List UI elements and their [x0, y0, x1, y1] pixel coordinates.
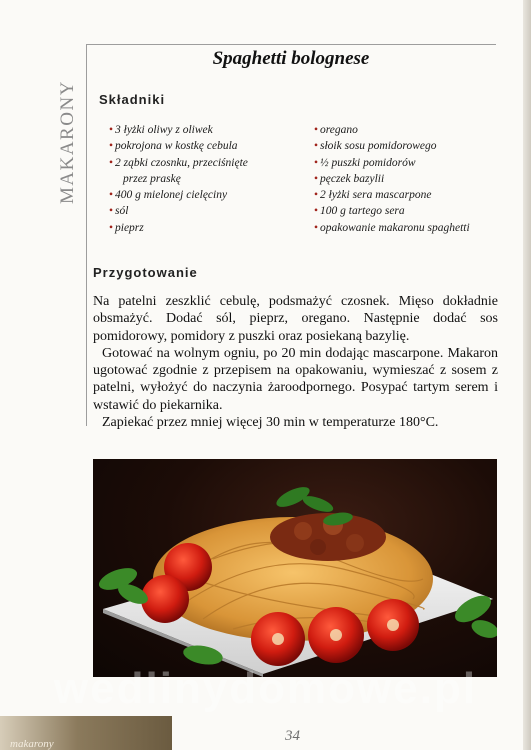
ingredient-text: pieprz [115, 221, 144, 234]
ingredient-item [314, 187, 504, 203]
page-number: 34 [285, 728, 300, 744]
footer-section-label: makarony [10, 738, 54, 750]
ingredient-text: 100 g tartego sera [320, 205, 405, 218]
bullet-icon: • [109, 205, 114, 218]
bullet-icon: • [109, 156, 114, 169]
ingredient-text: oregano [320, 124, 358, 136]
bullet-icon: • [314, 124, 319, 136]
ingredient-text: 2 łyżki sera mascarpone [320, 189, 432, 202]
bullet-icon: • [314, 140, 319, 153]
spaghetti-plate-illustration [93, 459, 497, 677]
ingredient-text-continued: przez praskę [123, 172, 181, 185]
bullet-icon: • [109, 189, 114, 202]
bullet-icon: • [109, 140, 114, 153]
ingredient-item [314, 203, 504, 219]
bullet-icon: • [314, 156, 319, 169]
ingredient-text: 400 g mielonej cielęciny [115, 189, 228, 202]
bullet-icon: • [314, 172, 319, 185]
frame-vertical-rule [86, 44, 87, 426]
ingredient-item [109, 220, 309, 236]
recipe-title: Spaghetti bolognese [212, 48, 370, 69]
ingredient-item [314, 138, 504, 154]
ingredient-item [109, 138, 309, 154]
bullet-icon: • [109, 124, 114, 136]
ingredient-item [314, 155, 504, 171]
frame-top-rule [86, 44, 496, 45]
bullet-icon: • [314, 205, 319, 218]
section-side-label: MAKARONY [57, 80, 78, 204]
bullet-icon: • [314, 189, 319, 202]
bullet-icon: • [109, 221, 114, 234]
ingredient-text: opakowanie makaronu spaghetti [320, 221, 470, 234]
dish-photo [93, 459, 497, 677]
preparation-heading: Przygotowanie [93, 265, 198, 280]
page-edge [523, 0, 531, 750]
preparation-paragraph: Gotować na wolnym ogniu, po 20 min dodając mascarpone. Makaron ugotować zgodnie z przepisem na opakowaniu, wymieszać z sosem z patelni, wyłożyć do naczynia żaroodpornego. Posypać tartym serem i wstawić do piekarnika. [93, 345, 498, 413]
bullet-icon: • [314, 221, 319, 234]
ingredients-heading: Składniki [99, 92, 166, 107]
ingredient-item [109, 155, 309, 188]
ingredient-item [109, 187, 309, 203]
ingredient-text: sól [115, 205, 129, 218]
ingredient-text: 2 ząbki czosnku, przeciśnięte [115, 156, 248, 169]
watermark: wedlinydomowe.pl [53, 664, 478, 713]
ingredients-list-left [109, 122, 309, 236]
ingredient-text: słoik sosu pomidorowego [320, 140, 437, 153]
preparation-paragraph: Zapiekać przez mniej więcej 30 min w temperaturze 180°C. [102, 415, 439, 431]
preparation-paragraph: Na patelni zeszklić cebulę, podsmażyć czosnek. Mięso dokładnie obsmażyć. Dodać sól, pieprz, oregano. Następnie dodać sos pomidorowy, pomidory z puszki oraz posiekaną bazylię. [93, 294, 498, 344]
ingredients-list-right [314, 122, 504, 236]
ingredient-item [109, 203, 309, 219]
ingredient-item [109, 122, 309, 138]
ingredient-item [314, 220, 504, 236]
ingredient-item [314, 122, 504, 138]
ingredient-text: ½ puszki pomidorów [320, 156, 416, 169]
ingredient-text: 3 łyżki oliwy z oliwek [115, 124, 213, 136]
ingredient-item [314, 171, 504, 187]
ingredient-text: pokrojona w kostkę cebula [115, 140, 238, 153]
preparation-text [93, 293, 498, 431]
ingredient-text: pęczek bazylii [320, 172, 385, 185]
